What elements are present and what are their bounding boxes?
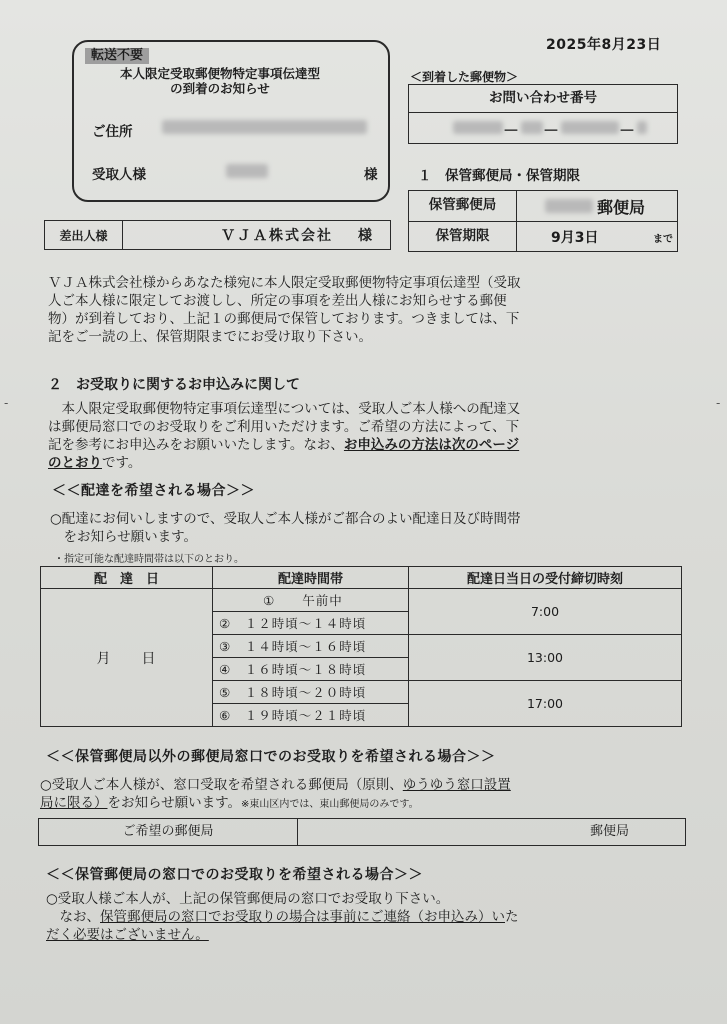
recipient-suffix: 様 bbox=[364, 167, 378, 183]
yuyu-window-note-cont: 局に限る） bbox=[40, 795, 108, 811]
notice-title-line1: 本人限定受取郵便物特定事項伝達型 bbox=[119, 66, 320, 81]
fold-mark-right: - bbox=[716, 396, 721, 410]
recipient-name-redacted bbox=[226, 164, 268, 178]
intro-paragraph bbox=[48, 274, 676, 346]
address-label: ご住所 bbox=[92, 124, 133, 140]
higashiyama-note: ※東山区内では、東山郵便局のみです。 bbox=[241, 799, 419, 810]
other-office-paragraph bbox=[40, 776, 690, 814]
inquiry-dash-3: － bbox=[619, 121, 636, 140]
slot-option-1[interactable]: ① 午前中 bbox=[213, 589, 409, 612]
storage-info-box bbox=[408, 190, 678, 252]
section2-line3 bbox=[48, 436, 676, 454]
preferred-office-label: ご希望の郵便局 bbox=[39, 819, 298, 845]
storage-office-heading: ＜＜保管郵便局の窓口でのお受取りを希望される場合＞＞ bbox=[46, 867, 423, 883]
delivery-note: ・指定可能な配達時間帯は以下のとおり。 bbox=[54, 554, 244, 565]
other-office-heading: ＜＜保管郵便局以外の郵便局窓口でのお受取りを希望される場合＞＞ bbox=[46, 749, 496, 765]
slot-option-2[interactable]: ② １２時頃～１４時頃 bbox=[213, 612, 409, 635]
storage-office-line1: ○受取人様ご本人が、上記の保管郵便局の窓口でお受取り下さい。 bbox=[46, 891, 450, 907]
preferred-office-suffix: 郵便局 bbox=[589, 824, 629, 839]
inquiry-part3-redacted bbox=[561, 121, 619, 134]
inquiry-dash-1: － bbox=[503, 121, 520, 140]
yuyu-window-note: ゆうゆう窓口設置 bbox=[402, 777, 511, 793]
notice-title bbox=[90, 66, 350, 96]
intro-line3: 物）が到着しており、上記１の郵便局で保管しております。つきましては、下 bbox=[48, 311, 520, 327]
storage-office-line2-end: た bbox=[505, 909, 519, 925]
storage-period-row bbox=[409, 221, 677, 251]
storage-office-line2 bbox=[46, 908, 686, 926]
storage-office-line2-text: なお、 bbox=[46, 909, 100, 925]
delivery-date-cell[interactable]: 月 日 bbox=[41, 589, 213, 727]
address-redacted bbox=[162, 120, 367, 134]
other-office-line1-text: ○受取人ご本人様が、窓口受取を希望される郵便局（原則、 bbox=[40, 777, 403, 793]
inquiry-part1-redacted bbox=[453, 121, 503, 134]
preferred-office-field[interactable] bbox=[298, 819, 685, 845]
section2-line4-text: です。 bbox=[102, 455, 142, 471]
cutoff-3: 17:00 bbox=[409, 681, 682, 727]
header-cutoff: 配達日当日の受付締切時刻 bbox=[409, 567, 682, 589]
delivery-heading: ＜＜配達を希望される場合＞＞ bbox=[52, 483, 255, 499]
issue-date: 2025年8月23日 bbox=[546, 37, 662, 53]
storage-office-redacted bbox=[545, 199, 593, 213]
inquiry-dash-2: － bbox=[543, 121, 560, 140]
no-forward-stamp: 転送不要 bbox=[85, 48, 149, 64]
slot-option-3[interactable]: ③ １４時頃～１６時頃 bbox=[213, 635, 409, 658]
fold-mark-left: - bbox=[4, 396, 9, 410]
other-office-line2-text: をお知らせ願います。 bbox=[107, 795, 242, 811]
storage-period-date: 9月3日 bbox=[551, 230, 599, 246]
section2-title: ２ お受取りに関するお申込みに関して bbox=[48, 377, 300, 393]
section1-title: １ 保管郵便局・保管期限 bbox=[418, 168, 580, 184]
storage-office-suffix: 郵便局 bbox=[597, 198, 646, 217]
section2-line3-text: 記を参考にお申込みをお願いいたします。なお、 bbox=[48, 437, 344, 453]
delivery-line2: をお知らせ願います。 bbox=[50, 529, 198, 545]
storage-period-label: 保管期限 bbox=[409, 222, 517, 251]
storage-office-value bbox=[517, 191, 677, 221]
application-method-link-cont: のとおり bbox=[48, 455, 102, 471]
inquiry-part2-redacted bbox=[521, 121, 543, 134]
slot-option-6[interactable]: ⑥ １９時頃～２１時頃 bbox=[213, 704, 409, 727]
section2-line2: は郵便局窓口でのお受取りをご利用いただけます。ご希望の方法によって、下 bbox=[48, 419, 520, 435]
storage-office-row bbox=[409, 191, 677, 221]
delivery-line1: ○配達にお伺いしますので、受取人ご本人様がご都合のよい配達日及び時間帯 bbox=[50, 511, 521, 527]
intro-line4: 記をご一読の上、保管期限までにお受け取り下さい。 bbox=[48, 329, 372, 345]
sender-label: 差出人様 bbox=[45, 221, 123, 249]
delivery-slot-table bbox=[40, 566, 682, 727]
storage-period-suffix: まで bbox=[653, 234, 673, 245]
preferred-office-box bbox=[38, 818, 686, 846]
cutoff-1: 7:00 bbox=[409, 589, 682, 635]
sender-suffix: 様 bbox=[358, 228, 372, 244]
storage-office-label: 保管郵便局 bbox=[409, 191, 517, 221]
section2-line1: 本人限定受取郵便物特定事項伝達型については、受取人ご本人様への配達又 bbox=[48, 401, 521, 417]
other-office-line2 bbox=[40, 794, 690, 814]
inquiry-number-value bbox=[409, 113, 677, 143]
application-method-link: お申込みの方法は次のページ bbox=[343, 437, 520, 453]
no-advance-contact-note: 保管郵便局の窓口でお受取りの場合は事前にご連絡（お申込み）い bbox=[100, 909, 505, 925]
intro-line1: ＶＪＡ株式会社様からあなた様宛に本人限定受取郵便物特定事項伝達型（受取 bbox=[48, 275, 521, 291]
slot-option-5[interactable]: ⑤ １８時頃～２０時頃 bbox=[213, 681, 409, 704]
table-header-row bbox=[41, 567, 682, 589]
storage-office-paragraph bbox=[46, 890, 686, 944]
notice-title-line2: の到着のお知らせ bbox=[170, 81, 270, 96]
no-advance-contact-note-cont: だく必要はございません。 bbox=[46, 927, 209, 943]
other-office-line1 bbox=[40, 776, 690, 794]
section2-line4 bbox=[48, 454, 676, 472]
inquiry-number-header: お問い合わせ番号 bbox=[409, 85, 677, 113]
header-time-slot: 配達時間帯 bbox=[213, 567, 409, 589]
storage-period-value bbox=[517, 222, 677, 251]
cutoff-2: 13:00 bbox=[409, 635, 682, 681]
slot-option-4[interactable]: ④ １６時頃～１８時頃 bbox=[213, 658, 409, 681]
arrived-item-label: ＜到着した郵便物＞ bbox=[410, 70, 519, 84]
inquiry-part4-redacted bbox=[637, 121, 647, 134]
sender-name: ＶＪＡ株式会社 bbox=[221, 228, 333, 244]
recipient-label: 受取人様 bbox=[92, 167, 146, 183]
storage-office-line3 bbox=[46, 926, 686, 944]
intro-line2: 人ご本人様に限定してお渡しし、所定の事項を差出人様にお知らせする郵便 bbox=[48, 293, 507, 309]
delivery-paragraph bbox=[50, 510, 680, 546]
table-row bbox=[41, 589, 682, 612]
header-delivery-date: 配 達 日 bbox=[41, 567, 213, 589]
section2-paragraph bbox=[48, 400, 676, 472]
sender-box bbox=[44, 220, 391, 250]
inquiry-number-box bbox=[408, 84, 678, 144]
